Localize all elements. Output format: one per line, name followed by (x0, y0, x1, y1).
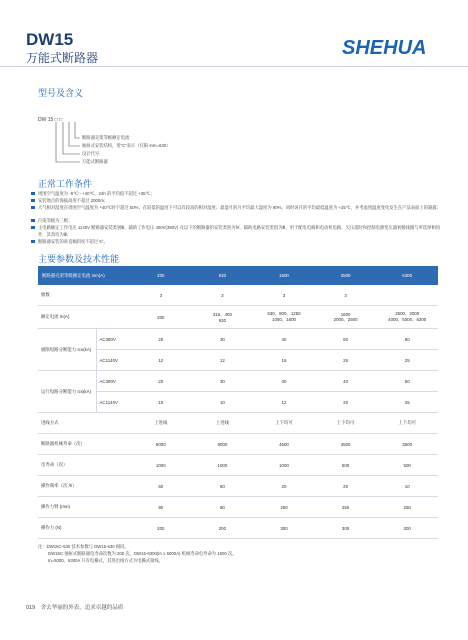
note-line: 注：DW15C-630 技术参数与 DW15-630 相同。 (38, 544, 129, 549)
table-cell: 16 (253, 350, 315, 371)
table-row (38, 413, 438, 434)
page-footer (26, 603, 123, 611)
table-row (38, 497, 438, 518)
table-cell: 20 (130, 371, 192, 392)
table-cell: 40 (315, 371, 377, 392)
note-line: In=5000、6300A 只有电操式，其进出线方式为电操式接线。 (48, 558, 163, 563)
table-cell: 300 (376, 518, 438, 539)
table-cell: 60 (130, 476, 192, 497)
table-cell: 9000 (192, 434, 254, 455)
table-cell: 30 (253, 371, 315, 392)
table-cell: 630、800、1250 1000、1600 (253, 306, 315, 329)
table-row (38, 455, 438, 476)
table-cell: 3 (253, 285, 315, 306)
note-line: DW15C 抽屉式断路器电寿命次数为 200 次，DW15-6300(In ≥ 5000A) 机械寿命电寿命为 1500 次。 (48, 551, 237, 556)
condition-item: 断路器安装的垂直倾斜度不超过 5°。 (38, 238, 442, 245)
table-cell: 25 (376, 350, 438, 371)
table-cell: 50 (376, 371, 438, 392)
table-header-label: 断路器壳架等级额定电流 Inm(A) (38, 266, 130, 285)
table-cell: 500 (376, 455, 438, 476)
table-cell: 20 (253, 476, 315, 497)
table-header-cell: 2500 (315, 266, 377, 285)
table-cell: 20 (315, 392, 377, 413)
table-cell: 10 (130, 392, 192, 413)
table-cell: 12 (130, 350, 192, 371)
model-code-box: □ (54, 117, 58, 123)
table-cell: 500 (315, 455, 377, 476)
condition-item: 大气相对湿度在周围空气温度为 +40℃时不超过 50%；在较低的温度下可以有较高的相对湿度；最湿月的月平均最大湿度为 90%，同时该月的平均最低温度为 +25℃，并考虑到温度变化发生在产品表面上的凝露； (38, 204, 442, 211)
sub-label: AC380V (96, 329, 130, 350)
table-cell: 300 (315, 518, 377, 539)
table-cell: 60 (315, 329, 377, 350)
table-cell: 200 (130, 518, 192, 539)
table-cell: 10 (192, 392, 254, 413)
table-cell: 3 (130, 285, 192, 306)
table-cell: 300 (253, 518, 315, 539)
sub-label: AC1140V (96, 392, 130, 413)
row-label: 电寿命（次） (38, 455, 130, 476)
table-cell: 12 (192, 350, 254, 371)
bullet-icon (31, 226, 35, 230)
model-meaning-3: 万能式断路器 (82, 159, 108, 164)
table-cell: 25 (376, 392, 438, 413)
row-label: 断路器机械寿命（次） (38, 434, 130, 455)
table-cell: 200 (192, 518, 254, 539)
bullet-icon (31, 199, 35, 203)
model-code-prefix: DW 15 (38, 117, 54, 123)
table-cell: 40 (253, 329, 315, 350)
table-cell: 4500 (315, 434, 377, 455)
table-cell: 9000 (130, 434, 192, 455)
table-cell: 10 (376, 476, 438, 497)
condition-item: 主电路额定工作电压 1140V 断路器安装类别Ⅲ，辅助工作电压 400V(380V) 及以下的断路器的安装类别为Ⅳ，辅助电路安装类别为Ⅲ，用于配电电路和电动机电路，欠压延时和控制电源变压器初级线圈与所选择相同外，其余均为Ⅲ； (38, 224, 442, 238)
table-cell: 1000 (192, 455, 254, 476)
page-subtitle: 万能式断路器 (26, 51, 99, 65)
condition-item: 周围空气温度为 -5℃～+40℃，24h 的平均值不超过 +35℃； (38, 190, 442, 197)
table-header-cell: 630 (192, 266, 254, 285)
table-row (38, 329, 438, 350)
page-title: DW15 (26, 30, 74, 49)
bullet-icon (31, 192, 35, 196)
table-cell: 90 (130, 497, 192, 518)
table-row (38, 434, 438, 455)
table-row (38, 285, 438, 306)
footer-slogan: 舍去华丽的外表，追求卓越的品质 (40, 605, 124, 611)
table-cell: 250 (376, 497, 438, 518)
table-cell: 1000 (130, 455, 192, 476)
params-table (38, 266, 438, 539)
params-section-heading: 主要参数及技术性能 (38, 254, 120, 264)
table-cell (376, 285, 438, 306)
table-cell: 上下均可 (315, 413, 377, 434)
sub-label: AC1140V (96, 350, 130, 371)
bullet-icon (31, 219, 35, 223)
table-cell: 1000 (253, 455, 315, 476)
table-row (38, 518, 438, 539)
row-label: 操作力 (N) (38, 518, 130, 539)
table-row (38, 306, 438, 329)
table-cell: 4500 (253, 434, 315, 455)
table-cell: 30 (192, 329, 254, 350)
table-cell: 250 (253, 497, 315, 518)
table-header-cell: 200 (130, 266, 192, 285)
table-cell: 80 (376, 329, 438, 350)
table-cell: 上进线 (130, 413, 192, 434)
row-label: 额定电流 In(A) (38, 306, 130, 329)
table-cell: 90 (192, 497, 254, 518)
table-cell: 12 (253, 392, 315, 413)
condition-item: 安装地点的海拔高度不超过 2000m； (38, 197, 442, 204)
model-section-heading: 型号及含义 (38, 88, 84, 98)
table-cell: 3500 (376, 434, 438, 455)
table-notes (38, 543, 237, 564)
bullet-icon (31, 240, 35, 244)
model-code-box: □ (59, 117, 63, 123)
row-label: 进线方式 (38, 413, 130, 434)
table-cell: 20 (130, 329, 192, 350)
table-header-row (38, 266, 438, 285)
table-cell: 上下均可 (376, 413, 438, 434)
table-cell: 1600 2000、2500 (315, 306, 377, 329)
table-cell: 2500、3000 4000、5000、6300 (376, 306, 438, 329)
sub-label: AC380V (96, 371, 130, 392)
bullet-icon (31, 206, 35, 210)
shehua-logo (340, 30, 452, 62)
row-label: 极限短路分断能力 Icu(kA) (38, 329, 96, 371)
condition-item: 污染等级为三级； (38, 217, 442, 224)
table-row (38, 392, 438, 413)
table-row (38, 371, 438, 392)
table-cell: 30 (192, 371, 254, 392)
table-cell: 3 (315, 285, 377, 306)
table-cell: 上下均可 (253, 413, 315, 434)
row-label: 运行短路分断能力 Ics(kA) (38, 371, 96, 413)
logo-text: SHEHUA (342, 37, 427, 59)
table-row (38, 476, 438, 497)
table-row (38, 350, 438, 371)
page-number: 019 (26, 605, 36, 611)
table-cell: 25 (315, 350, 377, 371)
table-header-cell: 6300 (376, 266, 438, 285)
table-cell: 315、400 630 (192, 306, 254, 329)
table-cell: 200 (130, 306, 192, 329)
conditions-heading: 正常工作条件 (38, 179, 93, 189)
row-label: 操作频率（次 /h） (38, 476, 130, 497)
model-meaning-1: 断路器壳架等级额定电流 (82, 135, 130, 140)
model-meaning-2: 设计代号 (82, 151, 100, 156)
table-cell: 3 (192, 285, 254, 306)
table-header-cell: 1600 (253, 266, 315, 285)
row-label: 操作力臂 (mm) (38, 497, 130, 518)
model-meaning-install: 抽屉式安装结构，用“C”表示（仅限 Inm=630） (82, 143, 171, 148)
row-label: 极数 (38, 285, 130, 306)
table-cell: 上进线 (192, 413, 254, 434)
header-divider (0, 66, 468, 67)
table-cell: 20 (315, 476, 377, 497)
table-cell: 60 (192, 476, 254, 497)
table-cell: 250 (315, 497, 377, 518)
